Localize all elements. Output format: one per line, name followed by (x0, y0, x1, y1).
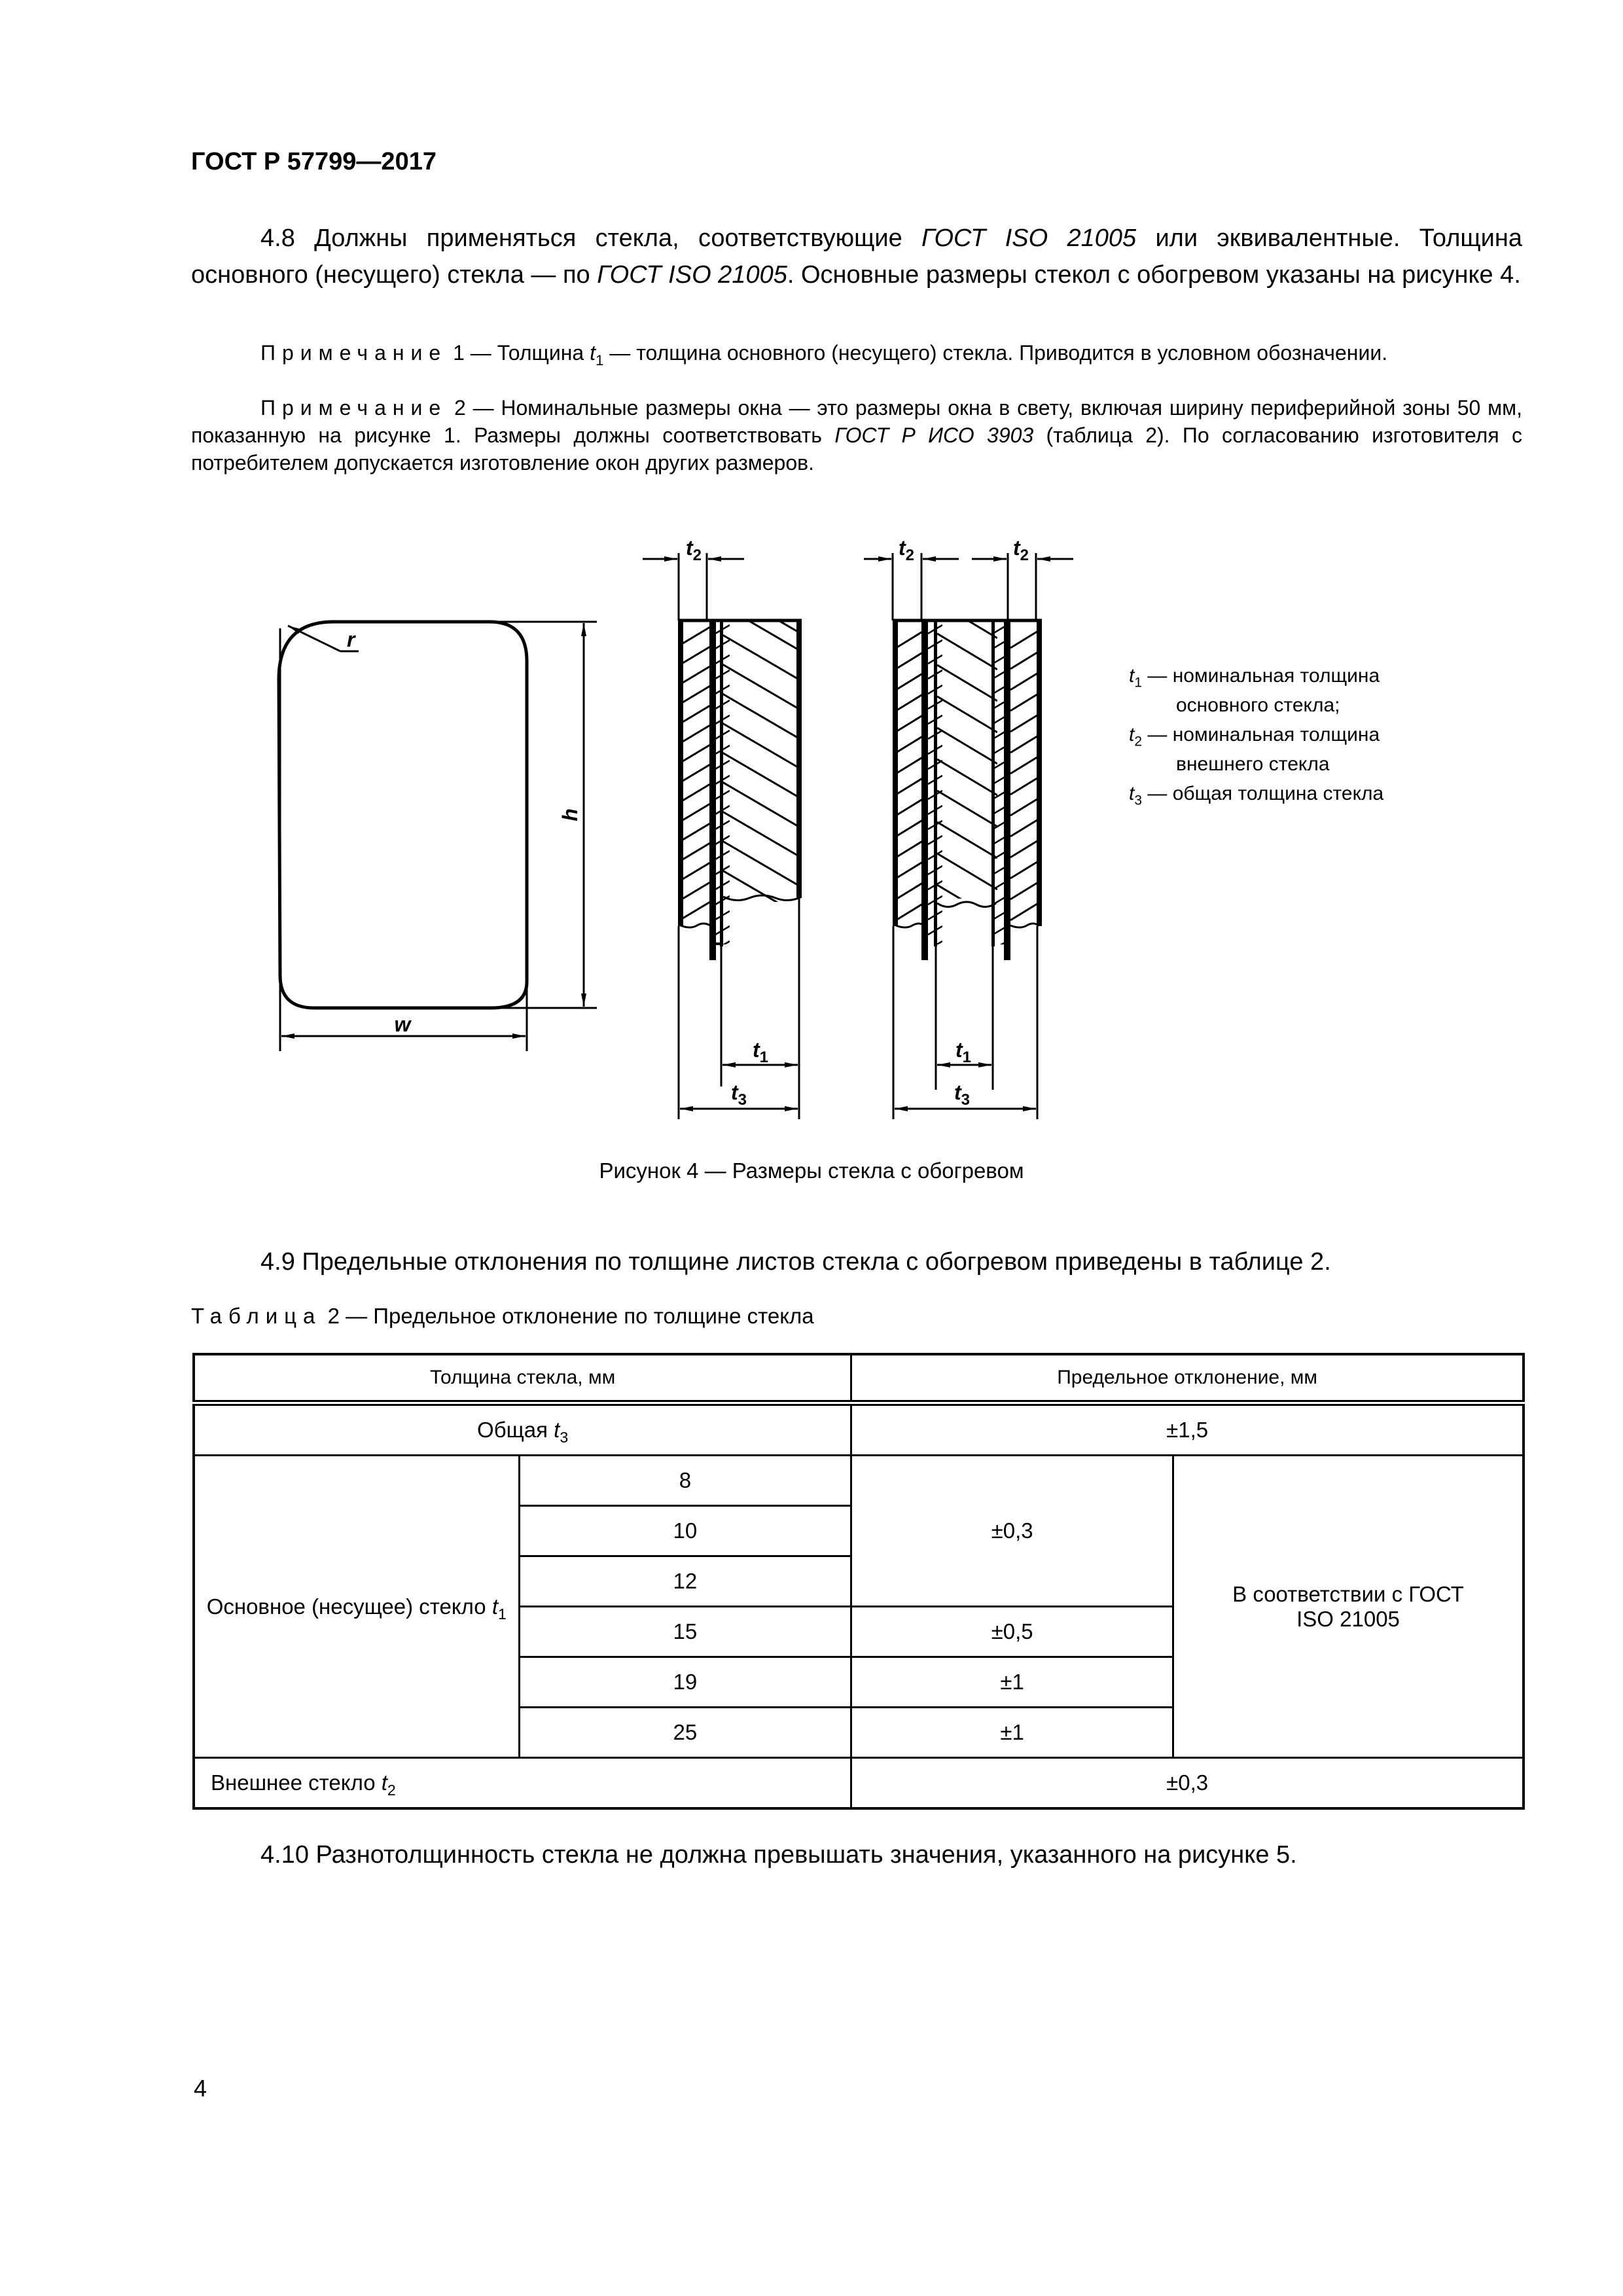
table-row-outer (194, 1758, 1524, 1809)
thickness-cell: 8 (519, 1456, 851, 1506)
thickness-cell: 19 (519, 1657, 851, 1708)
label-t3: $t_3$ (731, 1081, 747, 1109)
total-value: ±1,5 (851, 1403, 1524, 1456)
table-header-row (194, 1354, 1524, 1403)
table-2-thickness-deviation (192, 1353, 1525, 1810)
height-label: h (558, 808, 582, 821)
symbol-subscript: 1 (595, 351, 604, 368)
cross-section-single (643, 536, 802, 1119)
note-number: 2 (454, 396, 466, 420)
thickness-cell: 12 (519, 1556, 851, 1607)
deviation-cell: ±1 (851, 1708, 1173, 1758)
section-number: 4.10 (260, 1841, 309, 1869)
legend-item-t2-cont: внешнего стекла (1176, 753, 1330, 775)
note-text: — толщина основного (несущего) стекла. Приводится в условном обозначении. (603, 341, 1388, 365)
total-label: Общая $t_3$ (194, 1403, 851, 1456)
legend-item-t3: $t_3$ — общая толщина стекла (1129, 783, 1384, 808)
legend-item-t1-cont: основного стекла; (1176, 694, 1340, 716)
legend-item-t2: $t_2$ — номинальная толщина (1129, 724, 1380, 749)
label-t1: $t_1$ (955, 1038, 972, 1066)
note-text: — Номинальные размеры окна — это размеры окна в свету, включая ширину периферийной зоны 50 мм, показанную на рисунке 1. Размеры должны соответствовать (191, 396, 1523, 447)
section-text: Должны применяться стекла, соответствующие (314, 224, 922, 252)
window-outline (279, 622, 597, 1051)
label-t3: $t_3$ (954, 1081, 971, 1109)
thickness-cell: 10 (519, 1506, 851, 1556)
note-number: 1 (453, 341, 465, 365)
radius-label: r (347, 628, 355, 651)
header-deviation: Предельное отклонение, мм (851, 1354, 1524, 1403)
thickness-cell: 15 (519, 1607, 851, 1657)
section-text: Разнотолщинность стекла не должна превышать значения, указанного на рисунке 5. (315, 1841, 1297, 1869)
label-t2-right: $t_2$ (1013, 536, 1029, 564)
symbol-t: t (590, 341, 596, 365)
table-row-total (194, 1403, 1524, 1456)
section-text: Предельные отклонения по толщине листов стекла с обогревом приведены в таблице 2. (302, 1248, 1331, 1276)
section-text: или эквивалентные. Толщина основного (несущего) стекла — по (191, 224, 1523, 289)
note-text: (таблица 2). По согласованию изготовителя с потребителем допускается изготовление окон других размеров. (191, 423, 1523, 475)
outer-glass-value: ±0,3 (851, 1758, 1524, 1809)
note-label: Примечание (260, 341, 448, 365)
note-text: — Толщина (464, 341, 590, 365)
standard-reference: ГОСТ Р ИСО 3903 (834, 423, 1034, 447)
deviation-cell: ±1 (851, 1657, 1173, 1708)
thickness-cell: 25 (519, 1708, 851, 1758)
table-caption: Таблица 2 — Предельное отклонение по толщине стекла (191, 1304, 814, 1328)
document-id-header: ГОСТ Р 57799—2017 (191, 148, 437, 175)
figure-legend (1129, 661, 1383, 808)
main-glass-note: В соответствии с ГОСТ ISO 21005 (1173, 1456, 1524, 1758)
section-4-10 (191, 1837, 1522, 1873)
header-thickness: Толщина стекла, мм (194, 1354, 851, 1403)
deviation-cell: ±0,3 (851, 1456, 1173, 1607)
section-4-9 (191, 1244, 1522, 1280)
legend-item-t1: $t_1$ — номинальная толщина (1129, 665, 1380, 691)
section-number: 4.8 (260, 224, 295, 252)
section-number: 4.9 (260, 1248, 295, 1276)
label-t2-left: $t_2$ (899, 536, 915, 564)
note-label: Примечание (260, 396, 448, 420)
main-glass-label: Основное (несущее) стекло $t_1$ (194, 1456, 519, 1758)
section-text: . Основные размеры стекол с обогревом указаны на рисунке 4. (787, 261, 1521, 289)
width-label: w (394, 1013, 411, 1036)
page-number: 4 (194, 2075, 207, 2102)
deviation-cell: ±0,5 (851, 1607, 1173, 1657)
cross-section-double (864, 536, 1073, 1119)
standard-reference: ГОСТ ISO 21005 (597, 261, 787, 289)
standard-reference: ГОСТ ISO 21005 (921, 224, 1137, 252)
label-t2: $t_2$ (686, 536, 702, 564)
outer-glass-label: Внешнее стекло $t_2$ (194, 1758, 851, 1809)
table-row (194, 1456, 1524, 1506)
label-t1: $t_1$ (753, 1038, 769, 1066)
figure-caption: Рисунок 4 — Размеры стекла с обогревом (599, 1158, 1024, 1183)
